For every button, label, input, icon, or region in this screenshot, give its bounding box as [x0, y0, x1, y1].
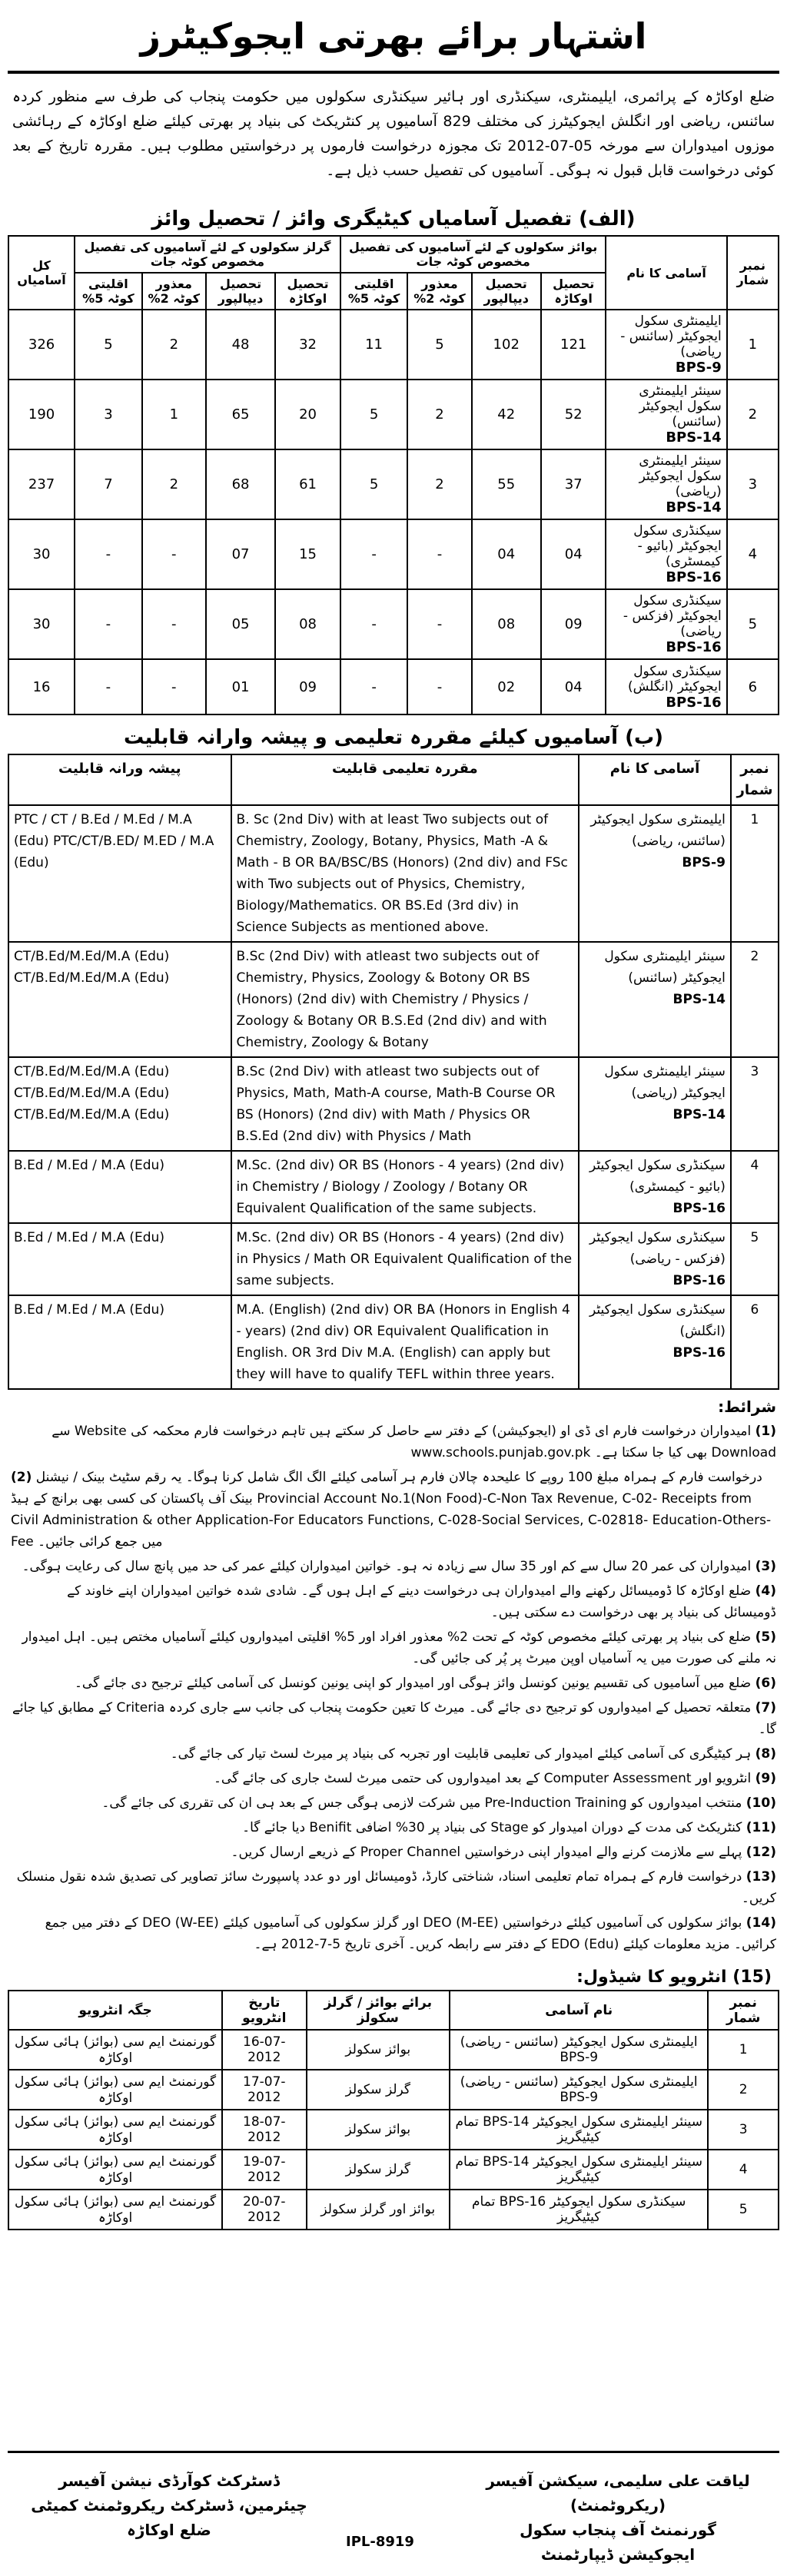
cell-professional: B.Ed / M.Ed / M.A (Edu): [8, 1223, 231, 1295]
post-name: سیکنڈری سکول ایجوکیٹر (انگلش): [589, 1302, 726, 1339]
cell-b-minority: -: [340, 589, 408, 659]
col-g-depalpur: تحصیل دیپالپور: [206, 273, 275, 310]
cell-b-disabled: 2: [407, 449, 471, 519]
cell-total: 30: [8, 589, 75, 659]
condition-number: (8): [755, 1746, 776, 1762]
bps-grade: BPS-14: [672, 992, 726, 1007]
cell-academic: M.Sc. (2nd div) OR BS (Honors - 4 years) (2nd div) in Chemistry / Biology / Zoology / Botany OR Equivalent Qualification of the same subjects.: [231, 1151, 579, 1223]
posts-row: [8, 519, 779, 589]
condition-number: (2): [11, 1470, 32, 1485]
condition-number: (14): [745, 1915, 776, 1931]
col-academic: مقررہ تعلیمی قابلیت: [231, 754, 579, 805]
cell-sch-place: گورنمنٹ ایم سی (بوائز) ہائی سکول اوکاڑہ: [8, 2190, 222, 2230]
condition-number: (12): [745, 1845, 776, 1860]
condition-number: (10): [745, 1795, 776, 1811]
cell-b-okara: 52: [541, 380, 606, 449]
condition-number: (11): [745, 1820, 776, 1835]
post-name: سیکنڈری سکول ایجوکیٹر (فزکس - ریاضی): [623, 593, 722, 639]
cell-b-okara: 04: [541, 519, 606, 589]
qualification-row: [8, 1057, 779, 1151]
signature-block-left: [31, 2468, 307, 2542]
cell-sch-date: 16-07-2012: [222, 2030, 306, 2070]
condition-text: ہر کیٹیگری کی آسامی کیلئے امیدوار کی تعلیمی قابلیت اور تجربہ کی بنیاد پر میرٹ لسٹ تیار کی جائے گی۔: [170, 1746, 752, 1762]
cell-sch-school: بوائز اور گرلز سکولز: [307, 2190, 450, 2230]
cell-post-name: [579, 1057, 731, 1151]
cell-b-disabled: -: [407, 519, 471, 589]
conditions-section: [8, 1390, 779, 1964]
post-name: سیکنڈری سکول ایجوکیٹر (بائیو - کیمسٹری): [633, 523, 722, 569]
condition-item: [11, 1580, 776, 1623]
cell-post: [606, 519, 726, 589]
bps-grade: BPS-14: [672, 1107, 726, 1122]
cell-serial: 1: [731, 805, 779, 942]
cell-sch-date: 19-07-2012: [222, 2150, 306, 2190]
col-girls: گرلز سکولوں کے لئے آسامیوں کی تفصیل مخصوص کوٹہ جات: [75, 236, 340, 273]
cell-b-depalpur: 08: [472, 589, 541, 659]
cell-b-minority: -: [340, 519, 408, 589]
bps-grade: BPS-16: [666, 569, 722, 585]
cell-g-disabled: 2: [142, 449, 206, 519]
cell-sch-date: 18-07-2012: [222, 2110, 306, 2150]
cell-professional: CT/B.Ed/M.Ed/M.A (Edu) CT/B.Ed/M.Ed/M.A (Edu): [8, 942, 231, 1057]
condition-item: [11, 1556, 776, 1577]
cell-sch-place: گورنمنٹ ایم سی (بوائز) ہائی سکول اوکاڑہ: [8, 2110, 222, 2150]
cell-sch-school: گرلز سکولز: [307, 2150, 450, 2190]
cell-sch-post: سینئر ایلیمنٹری سکول ایجوکیٹر BPS-14 تمام کیٹیگریز: [450, 2150, 708, 2190]
condition-text: انٹرویو اور Computer Assessment کے بعد امیدواروں کی حتمی میرٹ لسٹ جاری کی جائے گی۔: [213, 1771, 752, 1786]
advertisement-page: [8, 8, 779, 2564]
cell-g-minority: -: [75, 519, 142, 589]
cell-b-depalpur: 02: [472, 659, 541, 714]
bps-grade: BPS-14: [666, 499, 722, 516]
cell-sch-school: گرلز سکولز: [307, 2070, 450, 2110]
cell-professional: PTC / CT / B.Ed / M.Ed / M.A (Edu) PTC/CT/B.ED/ M.ED / M.A (Edu): [8, 805, 231, 942]
cell-post: [606, 659, 726, 714]
cell-sch-place: گورنمنٹ ایم سی (بوائز) ہائی سکول اوکاڑہ: [8, 2030, 222, 2070]
condition-text: ضلع میں آسامیوں کی تقسیم یونین کونسل وائز ہوگی اور امیدوار کو اپنی یونین کونسل کی آسامی کیلئے ترجیح دی جائے گی۔: [74, 1676, 752, 1691]
col-g-disabled: معذور کوٹہ 2%: [142, 273, 206, 310]
section-a-heading: (الف) تفصیل آسامیاں کیٹیگری وائز / تحصیل وائز: [151, 207, 636, 230]
cell-sch-place: گورنمنٹ ایم سی (بوائز) ہائی سکول اوکاڑہ: [8, 2150, 222, 2190]
condition-number: (3): [755, 1559, 776, 1574]
col-serial: نمبر شمار: [731, 754, 779, 805]
condition-item: [11, 1912, 776, 1955]
col-post-name: آسامی کا نام: [579, 754, 731, 805]
condition-text: درخواست فارم کے ہمراہ تمام تعلیمی اسناد، شناختی کارڈ، ڈومیسائل اور دو عدد پاسپورٹ سائز تصاویر کی تصدیق شدہ نقول منسلک کریں۔: [16, 1869, 776, 1906]
condition-item: [11, 1673, 776, 1694]
col-b-depalpur: تحصیل دیپالپور: [472, 273, 541, 310]
interview-schedule-table: [8, 1990, 779, 2230]
cell-total: 190: [8, 380, 75, 449]
sig-right-line2: گورنمنٹ آف پنجاب سکول ایجوکیشن ڈیپارٹمنٹ: [520, 2521, 716, 2564]
col-post: آسامی کا نام: [606, 236, 726, 310]
col-total: کل آسامیاں: [8, 236, 75, 310]
post-name: ایلیمنٹری سکول ایجوکیٹر (سائنس، ریاضی): [590, 812, 726, 849]
cell-b-disabled: -: [407, 589, 471, 659]
condition-number: (4): [755, 1583, 776, 1599]
col-g-minority: اقلیتی کوٹہ 5%: [75, 273, 142, 310]
col-sch-school: برائے بوائز / گرلز سکولز: [307, 1991, 450, 2030]
condition-item: [11, 1817, 776, 1838]
schedule-row: [8, 2070, 779, 2110]
cell-sch-no: 5: [708, 2190, 779, 2230]
condition-number: (6): [755, 1676, 776, 1691]
condition-item: [11, 1768, 776, 1789]
cell-serial: 5: [731, 1223, 779, 1295]
cell-no: 2: [727, 380, 779, 449]
posts-row: [8, 589, 779, 659]
cell-b-okara: 09: [541, 589, 606, 659]
cell-sch-post: سینئر ایلیمنٹری سکول ایجوکیٹر BPS-14 تمام کیٹیگریز: [450, 2110, 708, 2150]
sig-left-line1: ڈسٹرکٹ کوآرڈی نیشن آفیسر: [58, 2472, 280, 2490]
cell-no: 6: [727, 659, 779, 714]
cell-sch-no: 3: [708, 2110, 779, 2150]
footer: [8, 2451, 779, 2564]
col-no: نمبر شمار: [727, 236, 779, 310]
post-name: سیکنڈری سکول ایجوکیٹر (انگلش): [627, 663, 722, 695]
condition-text: بوائز سکولوں کی آسامیوں کیلئے درخواستیں DEO (M-EE) اور گرلز سکولوں کی آسامیوں کیلئے DEO (W-EE) کے دفتر میں جمع کرائیں۔ مزید معلومات کیلئے EDO (Edu) کے دفتر سے رابطہ کریں۔ آخری تاریخ 5-7-2012 ہے۔: [45, 1915, 776, 1952]
cell-g-minority: 7: [75, 449, 142, 519]
cell-g-disabled: 1: [142, 380, 206, 449]
cell-post-name: [579, 942, 731, 1057]
cell-sch-no: 4: [708, 2150, 779, 2190]
cell-academic: M.A. (English) (2nd div) OR BA (Honors in English 4 - years) (2nd div) OR Equivalent Qualification in English. OR 3rd Div M.A. (English) can apply but they will have to qualify TEFL within three years.: [231, 1295, 579, 1389]
condition-number: (9): [755, 1771, 776, 1786]
bps-grade: BPS-16: [666, 694, 722, 711]
cell-academic: B. Sc (2nd Div) with at least Two subjects out of Chemistry, Zoology, Botany, Physics, Math -A & Math - B OR BA/BSC/BS (Honors) (2nd div) and FSc with Two subjects out of Physics, Chemistry, Biology/Mathematics. OR BS.Ed (3rd div) in Science Subjects as mentioned above.: [231, 805, 579, 942]
cell-g-disabled: -: [142, 659, 206, 714]
posts-table: [8, 235, 779, 715]
post-name: سیکنڈری سکول ایجوکیٹر (فزکس - ریاضی): [589, 1230, 726, 1267]
bps-grade: BPS-16: [666, 639, 722, 655]
cell-b-depalpur: 42: [472, 380, 541, 449]
cell-post: [606, 589, 726, 659]
condition-item: [11, 1743, 776, 1765]
cell-total: 326: [8, 310, 75, 380]
bps-grade: BPS-16: [672, 1345, 726, 1361]
cell-post: [606, 449, 726, 519]
col-sch-place: جگہ انٹرویو: [8, 1991, 222, 2030]
post-name: سیکنڈری سکول ایجوکیٹر (بائیو - کیمسٹری): [589, 1158, 726, 1195]
cell-g-okara: 61: [275, 449, 340, 519]
cell-no: 3: [727, 449, 779, 519]
col-boys: بوائز سکولوں کے لئے آسامیوں کی تفصیل مخصوص کوٹہ جات: [340, 236, 606, 273]
cell-b-disabled: 5: [407, 310, 471, 380]
qualification-row: [8, 1295, 779, 1389]
condition-number: (1): [755, 1424, 776, 1439]
posts-row: [8, 310, 779, 380]
cell-post: [606, 310, 726, 380]
col-sch-date: تاریخ انٹرویو: [222, 1991, 306, 2030]
cell-g-depalpur: 05: [206, 589, 275, 659]
cell-sch-post: ایلیمنٹری سکول ایجوکیٹر (سائنس - ریاضی) BPS-9: [450, 2030, 708, 2070]
cell-b-depalpur: 102: [472, 310, 541, 380]
bps-grade: BPS-16: [672, 1201, 726, 1216]
cell-g-minority: -: [75, 589, 142, 659]
cell-b-okara: 121: [541, 310, 606, 380]
condition-item: [11, 1467, 776, 1553]
cell-serial: 3: [731, 1057, 779, 1151]
cell-sch-no: 2: [708, 2070, 779, 2110]
condition-text: امیدواران کی عمر 20 سال سے کم اور 35 سال سے زیادہ نہ ہو۔ خواتین امیدواران کیلئے عمر کی حد میں پانچ سال کی رعایت ہوگی۔: [22, 1559, 752, 1574]
cell-post-name: [579, 1151, 731, 1223]
cell-g-minority: 3: [75, 380, 142, 449]
condition-text: منتخب امیدواروں کو Pre-Induction Training میں شرکت لازمی ہوگی جس کے بعد ہی ان کی تقرری کی جائے گی۔: [101, 1795, 742, 1811]
intro-paragraph: ضلع اوکاڑہ کے پرائمری، ایلیمنٹری، سیکنڈری اور ہائیر سیکنڈری سکولوں میں حکومت پنجاب کی طرف سے منظور کردہ سائنس، ریاضی اور انگلش ایجوکیٹرز کی مختلف 829 آسامیوں پر کنٹریکٹ کی بنیاد پر بھرتی کیلئے ضلع اوکاڑہ کے رہائشی موزوں امیدواران سے مورخہ 05-07-2012 تک مجوزہ درخواست فارموں پر درخواستیں مطلوب ہیں۔ مقررہ تاریخ کے بعد کوئی درخواست قابل قبول نہ ہوگی۔ آسامیوں کی تفصیل حسب ذیل ہے۔: [12, 88, 775, 179]
cell-g-okara: 32: [275, 310, 340, 380]
schedule-row: [8, 2150, 779, 2190]
cell-g-disabled: -: [142, 589, 206, 659]
condition-text: متعلقہ تحصیل کے امیدواروں کو ترجیح دی جائے گی۔ میرٹ کا تعین حکومت پنجاب کی جانب سے جاری کردہ Criteria کے مطابق کیا جائے گا۔: [12, 1700, 776, 1737]
condition-text: امیدواران درخواست فارم ای ڈی او (ایجوکیشن) کے دفتر سے حاصل کر سکتے ہیں تاہم درخواست فارم محکمہ کی Website سے Download بھی کیا جا سکتا ہے۔ www.schools.punjab.gov.pk: [51, 1424, 776, 1460]
cell-g-okara: 20: [275, 380, 340, 449]
col-g-okara: تحصیل اوکاڑہ: [275, 273, 340, 310]
cell-professional: B.Ed / M.Ed / M.A (Edu): [8, 1151, 231, 1223]
post-name: ایلیمنٹری سکول ایجوکیٹر (سائنس - ریاضی): [620, 313, 722, 360]
cell-g-depalpur: 65: [206, 380, 275, 449]
cell-b-minority: 11: [340, 310, 408, 380]
qualification-row: [8, 1223, 779, 1295]
cell-sch-date: 20-07-2012: [222, 2190, 306, 2230]
cell-sch-school: بوائز سکولز: [307, 2110, 450, 2150]
posts-row: [8, 659, 779, 714]
col-b-disabled: معذور کوٹہ 2%: [407, 273, 471, 310]
cell-total: 237: [8, 449, 75, 519]
cell-academic: M.Sc. (2nd div) OR BS (Honors - 4 years) (2nd div) in Physics / Math OR Equivalent Qualification of the same subjects.: [231, 1223, 579, 1295]
cell-b-disabled: 2: [407, 380, 471, 449]
cell-b-depalpur: 04: [472, 519, 541, 589]
cell-g-minority: -: [75, 659, 142, 714]
sig-left-line2: چیئرمین، ڈسٹرکٹ ریکروٹمنٹ کمیٹی ضلع اوکاڑہ: [31, 2496, 307, 2539]
col-b-minority: اقلیتی کوٹہ 5%: [340, 273, 408, 310]
section-b-heading: (ب) آسامیوں کیلئے مقررہ تعلیمی و پیشہ وارانہ قابلیت: [123, 726, 663, 749]
condition-number: (5): [755, 1629, 776, 1645]
condition-number: (7): [755, 1700, 776, 1716]
col-sch-post: نام آسامی: [450, 1991, 708, 2030]
cell-academic: B.Sc (2nd Div) with atleast two subjects out of Chemistry, Physics, Zoology & Botony OR BS (Honors) (2nd div) with Chemistry / Physics / Zoology & Botany OR B.S.Ed (2nd div) and with Chemistry, Zoology & Botany: [231, 942, 579, 1057]
cell-g-okara: 08: [275, 589, 340, 659]
cell-b-okara: 37: [541, 449, 606, 519]
qualification-row: [8, 942, 779, 1057]
condition-item: [11, 1421, 776, 1464]
cell-no: 5: [727, 589, 779, 659]
cell-b-minority: -: [340, 659, 408, 714]
schedule-row: [8, 2190, 779, 2230]
cell-professional: CT/B.Ed/M.Ed/M.A (Edu) CT/B.Ed/M.Ed/M.A (Edu) CT/B.Ed/M.Ed/M.A (Edu): [8, 1057, 231, 1151]
qualification-row: [8, 805, 779, 942]
cell-no: 4: [727, 519, 779, 589]
cell-professional: B.Ed / M.Ed / M.A (Edu): [8, 1295, 231, 1389]
post-name: سینئر ایلیمنٹری سکول ایجوکیٹر (سائنس): [639, 383, 722, 429]
condition-item: [11, 1866, 776, 1909]
col-b-okara: تحصیل اوکاڑہ: [541, 273, 606, 310]
cell-no: 1: [727, 310, 779, 380]
cell-sch-school: بوائز سکولز: [307, 2030, 450, 2070]
qualifications-table: [8, 754, 779, 1390]
condition-text: ضلع کی بنیاد پر بھرتی کیلئے مخصوص کوٹہ کے تحت 2% معذور افراد اور 5% اقلیتی امیدواروں کیلئے آسامیاں مختص ہیں۔ اہل امیدوار نہ ملنے کی صورت میں یہ آسامیاں اوپن میرٹ پر پُر کی جائیں گی۔: [22, 1629, 776, 1666]
cell-post: [606, 380, 726, 449]
schedule-row: [8, 2030, 779, 2070]
condition-item: [11, 1697, 776, 1740]
cell-g-depalpur: 48: [206, 310, 275, 380]
bps-grade: BPS-9: [682, 855, 726, 870]
condition-number: (13): [745, 1869, 776, 1885]
qualification-row: [8, 1151, 779, 1223]
cell-b-depalpur: 55: [472, 449, 541, 519]
cell-total: 30: [8, 519, 75, 589]
cell-b-minority: 5: [340, 449, 408, 519]
cell-sch-date: 17-07-2012: [222, 2070, 306, 2110]
cell-sch-post: ایلیمنٹری سکول ایجوکیٹر (سائنس - ریاضی) BPS-9: [450, 2070, 708, 2110]
col-sch-no: نمبر شمار: [708, 1991, 779, 2030]
bps-grade: BPS-9: [675, 360, 722, 376]
cell-g-disabled: -: [142, 519, 206, 589]
cell-g-okara: 15: [275, 519, 340, 589]
condition-item: [11, 1626, 776, 1669]
cell-sch-no: 1: [708, 2030, 779, 2070]
condition-item: [11, 1792, 776, 1814]
cell-b-okara: 04: [541, 659, 606, 714]
cell-g-disabled: 2: [142, 310, 206, 380]
cell-g-okara: 09: [275, 659, 340, 714]
sig-right-line1: لیاقت علی سلیمی، سیکشن آفیسر (ریکروٹمنٹ): [486, 2472, 750, 2515]
cell-b-minority: 5: [340, 380, 408, 449]
cell-post-name: [579, 1223, 731, 1295]
post-name: سینئر ایلیمنٹری سکول ایجوکیٹر (سائنس): [604, 949, 726, 986]
cell-g-depalpur: 07: [206, 519, 275, 589]
post-name: سینئر ایلیمنٹری سکول ایجوکیٹر (ریاضی): [639, 453, 722, 499]
bps-grade: BPS-14: [666, 429, 722, 446]
schedule-row: [8, 2110, 779, 2150]
col-professional: پیشہ ورانہ قابلیت: [8, 754, 231, 805]
condition-text: درخواست فارم کے ہمراہ مبلغ 100 روپے کا علیحدہ چالان فارم ہر آسامی کیلئے الگ الگ شامل کرنا ہوگا۔ یہ رقم سٹیٹ بینک / نیشنل بینک آف پاکستان کی کسی بھی برانچ کے ہیڈ Provincial Account No.1(Non Food)-C-Non Tax Revenue, C-02- Receipts from Civil Administration & other Application-For Educators Functions, C-028-Social Services, C-02818- Education-Others-Fee میں جمع کرائی جائیں۔: [11, 1470, 772, 1550]
posts-row: [8, 449, 779, 519]
cell-serial: 6: [731, 1295, 779, 1389]
schedule-title: (15) انٹرویو کا شیڈول:: [576, 1968, 772, 1987]
cell-g-minority: 5: [75, 310, 142, 380]
condition-text: ضلع اوکاڑہ کا ڈومیسائل رکھنے والے امیدواران ہی درخواست دینے کے اہل ہوں گے۔ شادی شدہ خواتین امیدواران اپنے خاوند کے ڈومیسائل کی بنیاد پر بھی درخواست دے سکتی ہیں۔: [67, 1583, 776, 1620]
condition-text: پہلے سے ملازمت کرنے والے امیدوار اپنی درخواستیں Proper Channel کے ذریعے ارسال کریں۔: [231, 1845, 742, 1860]
cell-g-depalpur: 68: [206, 449, 275, 519]
signature-block-right: [480, 2468, 756, 2567]
bps-grade: BPS-16: [672, 1273, 726, 1288]
condition-text: کنٹریکٹ کی مدت کے دوران امیدوار کو Stage کی بنیاد پر 30% اضافی Benifit دیا جائے گا۔: [242, 1820, 742, 1835]
cell-serial: 2: [731, 942, 779, 1057]
cell-b-disabled: -: [407, 659, 471, 714]
post-name: سینئر ایلیمنٹری سکول ایجوکیٹر (ریاضی): [604, 1064, 726, 1101]
condition-item: [11, 1842, 776, 1863]
posts-row: [8, 380, 779, 449]
cell-g-depalpur: 01: [206, 659, 275, 714]
cell-serial: 4: [731, 1151, 779, 1223]
cell-post-name: [579, 805, 731, 942]
cell-post-name: [579, 1295, 731, 1389]
cell-academic: B.Sc (2nd Div) with atleast two subjects out of Physics, Math, Math-A course, Math-B Course OR BS (Honors) (2nd div) with Math / Physics OR B.S.Ed (2nd div) with Physics / Math: [231, 1057, 579, 1151]
cell-sch-place: گورنمنٹ ایم سی (بوائز) ہائی سکول اوکاڑہ: [8, 2070, 222, 2110]
ipl-code: IPL-8919: [346, 2534, 414, 2550]
cell-sch-post: سیکنڈری سکول ایجوکیٹر BPS-16 تمام کیٹیگریز: [450, 2190, 708, 2230]
page-title: اشتہار برائے بھرتی ایجوکیٹرز: [8, 8, 779, 74]
cell-total: 16: [8, 659, 75, 714]
conditions-label: شرائط:: [718, 1397, 776, 1416]
